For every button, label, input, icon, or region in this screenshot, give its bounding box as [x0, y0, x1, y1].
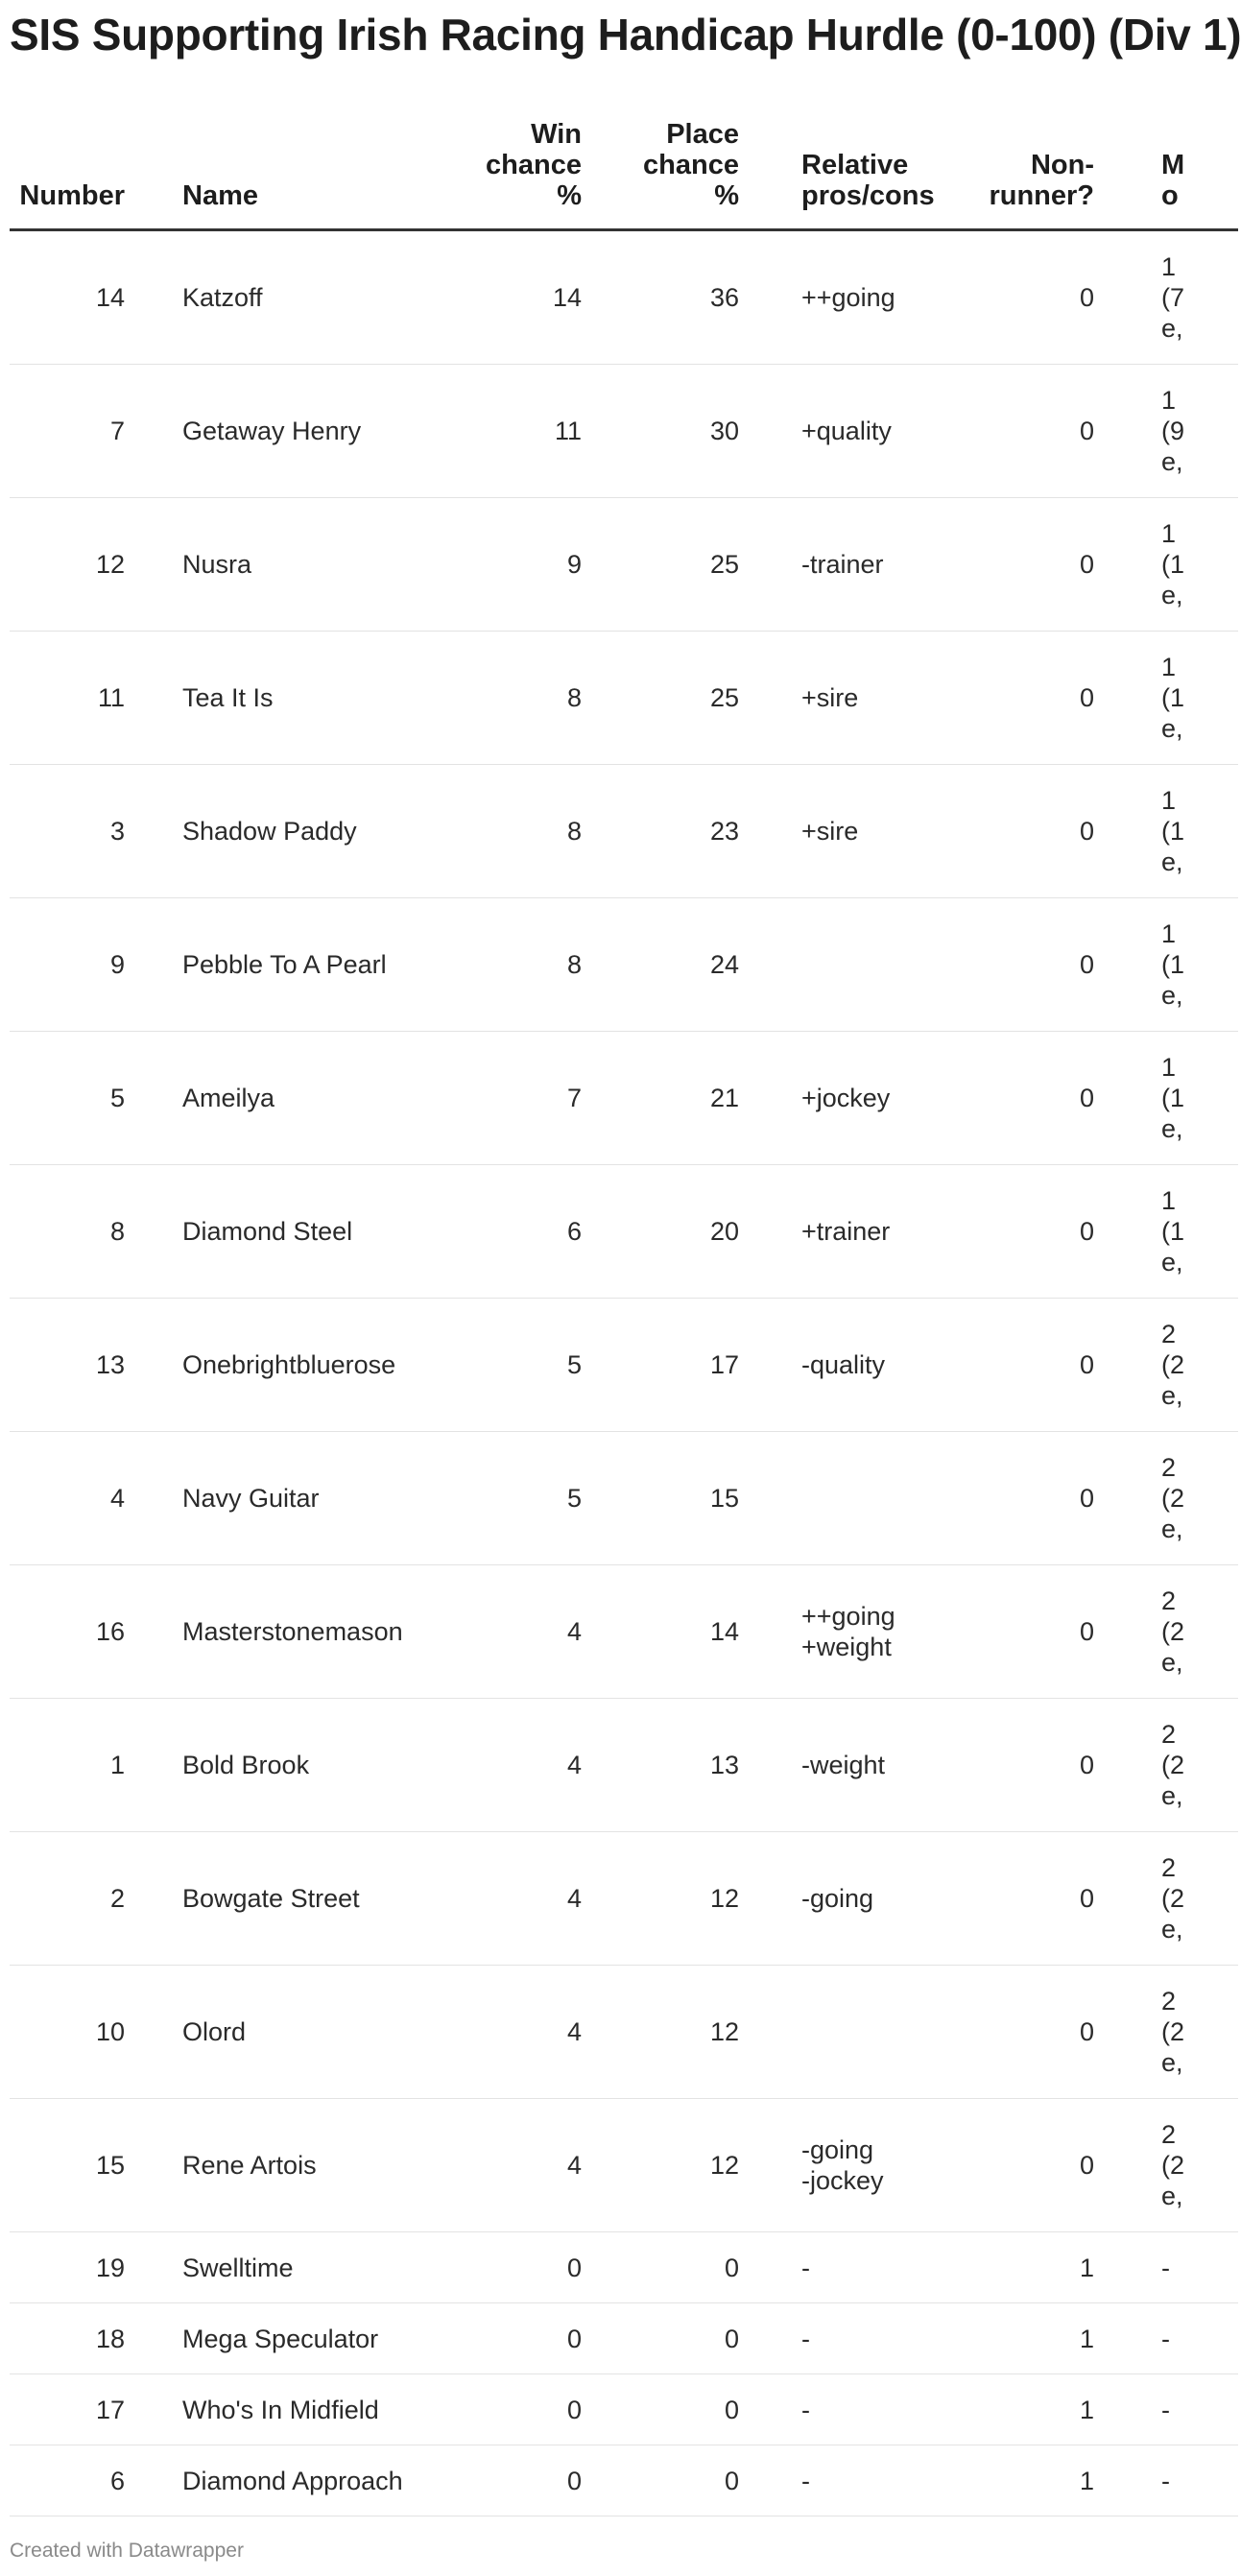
cell-name: Onebrightbluerose	[125, 1299, 284, 1432]
relative-line: +trainer	[801, 1217, 891, 1246]
cell-odds	[1094, 898, 1238, 1032]
cell-relative	[739, 765, 897, 898]
odds-line: (2	[1161, 1350, 1185, 1379]
cell-place: 13	[582, 1699, 739, 1832]
odds-line: (9	[1161, 417, 1185, 445]
cell-number: 6	[10, 2445, 125, 2516]
odds-line: e,	[1161, 714, 1183, 743]
cell-odds	[1094, 2303, 1238, 2374]
column-header-label: M	[1161, 150, 1185, 180]
table-row	[10, 1699, 1238, 1832]
cell-relative	[739, 1032, 897, 1165]
odds-line: (2	[1161, 2017, 1185, 2046]
cell-name: Masterstonemason	[125, 1565, 284, 1699]
cell-name: Shadow Paddy	[125, 765, 284, 898]
odds-line: 1	[1161, 386, 1177, 415]
cell-number: 4	[10, 1432, 125, 1565]
cell-win: 5	[284, 1432, 582, 1565]
cell-odds	[1094, 498, 1238, 632]
odds-line: e,	[1161, 847, 1183, 876]
odds-line: (1	[1161, 550, 1185, 579]
cell-nonrunner: 0	[897, 365, 1094, 498]
cell-relative	[739, 898, 897, 1032]
cell-relative	[739, 1966, 897, 2099]
cell-odds	[1094, 1032, 1238, 1165]
column-header-label: %	[557, 180, 582, 211]
odds-line: 2	[1161, 1853, 1177, 1882]
cell-place: 0	[582, 2232, 739, 2303]
cell-place: 36	[582, 230, 739, 365]
table-row	[10, 2303, 1238, 2374]
table-body	[10, 230, 1238, 2516]
odds-line: 1	[1161, 252, 1177, 281]
cell-nonrunner: 0	[897, 1032, 1094, 1165]
odds-line: e,	[1161, 314, 1183, 343]
cell-nonrunner: 1	[897, 2303, 1094, 2374]
cell-win: 4	[284, 1832, 582, 1966]
cell-name: Diamond Steel	[125, 1165, 284, 1299]
odds-line: -	[1161, 2324, 1170, 2353]
relative-line: +sire	[801, 817, 859, 846]
cell-relative	[739, 2303, 897, 2374]
cell-relative	[739, 2232, 897, 2303]
table-row	[10, 1832, 1238, 1966]
odds-line: 2	[1161, 1320, 1177, 1348]
cell-win: 0	[284, 2374, 582, 2445]
cell-place: 12	[582, 1832, 739, 1966]
cell-name: Ameilya	[125, 1032, 284, 1165]
table-row	[10, 2445, 1238, 2516]
cell-nonrunner: 0	[897, 1565, 1094, 1699]
odds-line: 1	[1161, 786, 1177, 815]
datawrapper-credit: Created with Datawrapper	[10, 2540, 244, 2562]
odds-line: (1	[1161, 950, 1185, 979]
cell-odds	[1094, 365, 1238, 498]
cell-relative	[739, 230, 897, 365]
relative-line: -trainer	[801, 550, 884, 579]
cell-number: 13	[10, 1299, 125, 1432]
relative-line: -	[801, 2395, 810, 2424]
cell-odds	[1094, 230, 1238, 365]
odds-line: e,	[1161, 581, 1183, 609]
odds-line: e,	[1161, 2048, 1183, 2077]
cell-relative	[739, 2374, 897, 2445]
column-header-label: runner?	[989, 180, 1094, 211]
chart-title: SIS Supporting Irish Racing Handicap Hurdle (0-100) (Div 1)	[10, 10, 1241, 60]
cell-number: 8	[10, 1165, 125, 1299]
odds-line: (2	[1161, 1484, 1185, 1513]
cell-name: Bold Brook	[125, 1699, 284, 1832]
relative-line: -jockey	[801, 2166, 884, 2195]
cell-name: Rene Artois	[125, 2099, 284, 2232]
odds-line: e,	[1161, 1515, 1183, 1543]
cell-name: Diamond Approach	[125, 2445, 284, 2516]
table-row	[10, 898, 1238, 1032]
relative-line: -	[801, 2253, 810, 2282]
table-row	[10, 765, 1238, 898]
cell-odds	[1094, 2445, 1238, 2516]
odds-line: e,	[1161, 1381, 1183, 1410]
cell-nonrunner: 0	[897, 898, 1094, 1032]
table-row	[10, 2374, 1238, 2445]
column-header-odds[interactable]	[1094, 104, 1238, 230]
table-row	[10, 365, 1238, 498]
cell-odds	[1094, 1699, 1238, 1832]
odds-line: 2	[1161, 1586, 1177, 1615]
cell-nonrunner: 0	[897, 230, 1094, 365]
table-row	[10, 498, 1238, 632]
column-header-label: o	[1161, 180, 1179, 211]
relative-line: -going	[801, 2135, 874, 2164]
cell-name: Olord	[125, 1966, 284, 2099]
table-row	[10, 230, 1238, 365]
cell-number: 10	[10, 1966, 125, 2099]
cell-nonrunner: 0	[897, 632, 1094, 765]
cell-win: 11	[284, 365, 582, 498]
cell-win: 6	[284, 1165, 582, 1299]
odds-line: 1	[1161, 919, 1177, 948]
relative-line: -	[801, 2324, 810, 2353]
column-header-label: Relative	[801, 150, 909, 180]
cell-place: 15	[582, 1432, 739, 1565]
odds-line: 1	[1161, 653, 1177, 681]
cell-number: 19	[10, 2232, 125, 2303]
cell-win: 14	[284, 230, 582, 365]
odds-line: e,	[1161, 447, 1183, 476]
cell-number: 15	[10, 2099, 125, 2232]
table-row	[10, 1032, 1238, 1165]
cell-relative	[739, 1699, 897, 1832]
odds-line: e,	[1161, 1915, 1183, 1944]
table-row	[10, 1966, 1238, 2099]
cell-win: 0	[284, 2303, 582, 2374]
cell-name: Navy Guitar	[125, 1432, 284, 1565]
cell-win: 0	[284, 2445, 582, 2516]
relative-line: +jockey	[801, 1084, 891, 1112]
cell-relative	[739, 1832, 897, 1966]
odds-line: e,	[1161, 1648, 1183, 1677]
cell-relative	[739, 632, 897, 765]
column-header-place[interactable]	[582, 104, 739, 230]
cell-nonrunner: 0	[897, 2099, 1094, 2232]
cell-relative	[739, 498, 897, 632]
odds-line: (2	[1161, 1751, 1185, 1779]
relative-line: -quality	[801, 1350, 886, 1379]
cell-odds	[1094, 1299, 1238, 1432]
odds-line: 1	[1161, 1053, 1177, 1082]
cell-nonrunner: 1	[897, 2232, 1094, 2303]
cell-place: 30	[582, 365, 739, 498]
cell-odds	[1094, 1432, 1238, 1565]
odds-line: (1	[1161, 1217, 1185, 1246]
odds-line: (1	[1161, 817, 1185, 846]
relative-line: -going	[801, 1884, 874, 1913]
cell-place: 20	[582, 1165, 739, 1299]
relative-line: +weight	[801, 1633, 892, 1661]
odds-line: e,	[1161, 1114, 1183, 1143]
odds-line: 1	[1161, 1186, 1177, 1215]
relative-line: -	[801, 2466, 810, 2495]
odds-line: 2	[1161, 1987, 1177, 2015]
cell-number: 17	[10, 2374, 125, 2445]
table-row	[10, 1565, 1238, 1699]
cell-name: Katzoff	[125, 230, 284, 365]
column-header-label: Place	[666, 119, 739, 150]
column-header-name[interactable]	[125, 104, 284, 230]
cell-relative	[739, 2099, 897, 2232]
odds-line: 2	[1161, 1720, 1177, 1749]
cell-relative	[739, 1165, 897, 1299]
cell-odds	[1094, 765, 1238, 898]
cell-win: 8	[284, 898, 582, 1032]
results-table-container[interactable]	[10, 104, 1185, 2516]
odds-line: (2	[1161, 1884, 1185, 1913]
odds-line: (1	[1161, 683, 1185, 712]
cell-name: Pebble To A Pearl	[125, 898, 284, 1032]
results-table	[10, 104, 1238, 2516]
odds-line: (7	[1161, 283, 1185, 312]
odds-line: 2	[1161, 1453, 1177, 1482]
odds-line: -	[1161, 2253, 1170, 2282]
odds-line: e,	[1161, 1248, 1183, 1276]
odds-line: e,	[1161, 981, 1183, 1010]
odds-line: (2	[1161, 2151, 1185, 2180]
cell-number: 2	[10, 1832, 125, 1966]
table-header-row	[10, 104, 1238, 230]
cell-odds	[1094, 1565, 1238, 1699]
cell-place: 17	[582, 1299, 739, 1432]
column-header-label: chance	[643, 150, 739, 180]
cell-odds	[1094, 1966, 1238, 2099]
cell-win: 8	[284, 632, 582, 765]
cell-win: 8	[284, 765, 582, 898]
cell-win: 4	[284, 2099, 582, 2232]
odds-line: 1	[1161, 519, 1177, 548]
cell-nonrunner: 0	[897, 1165, 1094, 1299]
cell-win: 5	[284, 1299, 582, 1432]
cell-name: Bowgate Street	[125, 1832, 284, 1966]
cell-win: 4	[284, 1966, 582, 2099]
cell-nonrunner: 0	[897, 1699, 1094, 1832]
cell-nonrunner: 0	[897, 1299, 1094, 1432]
cell-win: 0	[284, 2232, 582, 2303]
cell-place: 12	[582, 2099, 739, 2232]
column-header-label: Number	[19, 180, 125, 211]
cell-name: Getaway Henry	[125, 365, 284, 498]
cell-name: Nusra	[125, 498, 284, 632]
cell-number: 11	[10, 632, 125, 765]
cell-nonrunner: 0	[897, 1432, 1094, 1565]
relative-line: +quality	[801, 417, 892, 445]
cell-number: 16	[10, 1565, 125, 1699]
cell-name: Swelltime	[125, 2232, 284, 2303]
cell-nonrunner: 1	[897, 2445, 1094, 2516]
cell-nonrunner: 0	[897, 1832, 1094, 1966]
cell-win: 4	[284, 1699, 582, 1832]
cell-place: 21	[582, 1032, 739, 1165]
cell-nonrunner: 1	[897, 2374, 1094, 2445]
cell-place: 25	[582, 632, 739, 765]
cell-number: 9	[10, 898, 125, 1032]
relative-line: ++going	[801, 1602, 895, 1631]
cell-nonrunner: 0	[897, 1966, 1094, 2099]
column-header-label: Win	[531, 119, 582, 150]
relative-line: +sire	[801, 683, 859, 712]
cell-number: 14	[10, 230, 125, 365]
cell-number: 5	[10, 1032, 125, 1165]
odds-line: e,	[1161, 1781, 1183, 1810]
cell-relative	[739, 1299, 897, 1432]
cell-relative	[739, 1565, 897, 1699]
cell-odds	[1094, 2099, 1238, 2232]
cell-name: Mega Speculator	[125, 2303, 284, 2374]
odds-line: -	[1161, 2466, 1170, 2495]
cell-place: 25	[582, 498, 739, 632]
odds-line: -	[1161, 2395, 1170, 2424]
cell-odds	[1094, 1832, 1238, 1966]
cell-name: Tea It Is	[125, 632, 284, 765]
cell-place: 24	[582, 898, 739, 1032]
cell-number: 3	[10, 765, 125, 898]
table-row	[10, 1299, 1238, 1432]
column-header-label: Name	[182, 180, 258, 211]
relative-line: -weight	[801, 1751, 886, 1779]
cell-place: 0	[582, 2303, 739, 2374]
cell-win: 7	[284, 1032, 582, 1165]
cell-nonrunner: 0	[897, 765, 1094, 898]
cell-odds	[1094, 1165, 1238, 1299]
column-header-label: pros/cons	[801, 180, 935, 211]
cell-odds	[1094, 632, 1238, 765]
relative-line: ++going	[801, 283, 895, 312]
cell-win: 4	[284, 1565, 582, 1699]
column-header-label: %	[714, 180, 739, 211]
cell-place: 0	[582, 2445, 739, 2516]
column-header-label: chance	[486, 150, 582, 180]
table-row	[10, 2232, 1238, 2303]
cell-relative	[739, 2445, 897, 2516]
odds-line: (1	[1161, 1084, 1185, 1112]
cell-name: Who's In Midfield	[125, 2374, 284, 2445]
cell-number: 12	[10, 498, 125, 632]
table-row	[10, 2099, 1238, 2232]
cell-place: 0	[582, 2374, 739, 2445]
cell-nonrunner: 0	[897, 498, 1094, 632]
table-row	[10, 1165, 1238, 1299]
cell-odds	[1094, 2232, 1238, 2303]
cell-place: 14	[582, 1565, 739, 1699]
column-header-relative[interactable]	[739, 104, 935, 230]
cell-number: 18	[10, 2303, 125, 2374]
odds-line: (2	[1161, 1617, 1185, 1646]
cell-number: 1	[10, 1699, 125, 1832]
table-row	[10, 1432, 1238, 1565]
odds-line: e,	[1161, 2182, 1183, 2210]
table-row	[10, 632, 1238, 765]
column-header-win[interactable]	[284, 104, 582, 230]
cell-odds	[1094, 2374, 1238, 2445]
cell-number: 7	[10, 365, 125, 498]
odds-line: 2	[1161, 2120, 1177, 2149]
column-header-label: Non-	[1030, 150, 1094, 180]
cell-place: 23	[582, 765, 739, 898]
cell-relative	[739, 1432, 897, 1565]
cell-relative	[739, 365, 897, 498]
column-header-number[interactable]	[10, 104, 125, 230]
cell-win: 9	[284, 498, 582, 632]
cell-place: 12	[582, 1966, 739, 2099]
